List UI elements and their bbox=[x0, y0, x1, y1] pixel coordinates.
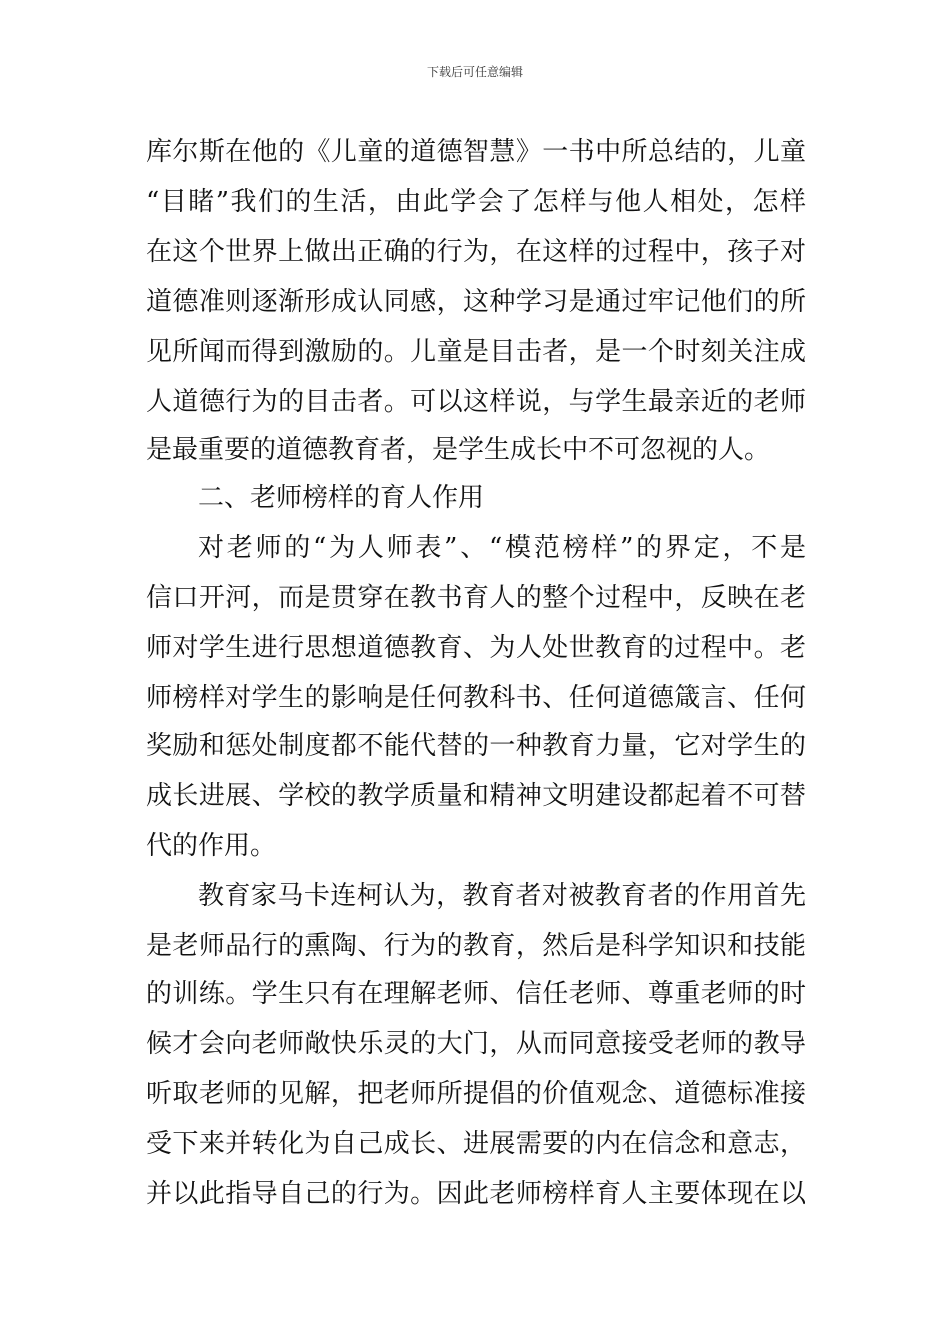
text-line: 见所闻而得到激励的。儿童是目击者，是一个时刻关注成 bbox=[146, 337, 806, 367]
text-line: 库尔斯在他的《儿童的道德智慧》一书中所总结的，儿童 bbox=[146, 137, 806, 167]
text-line: 是老师品行的熏陶、行为的教育，然后是科学知识和技能 bbox=[146, 931, 806, 961]
text-line: 是最重要的道德教育者，是学生成长中不可忽视的人。 bbox=[146, 435, 771, 465]
text-line: 对老师的“为人师表”、“模范榜样”的界定，不是 bbox=[198, 533, 806, 563]
text-line: 奖励和惩处制度都不能代替的一种教育力量，它对学生的 bbox=[146, 731, 806, 761]
section-heading: 二、老师榜样的育人作用 bbox=[198, 483, 485, 513]
text-line: 师榜样对学生的影响是任何教科书、任何道德箴言、任何 bbox=[146, 683, 806, 713]
page-header: 下载后可任意编辑 bbox=[426, 65, 523, 79]
text-line: 道德准则逐渐形成认同感，这种学习是通过牢记他们的所 bbox=[146, 287, 806, 317]
text-line: “目睹”我们的生活，由此学会了怎样与他人相处，怎样 bbox=[146, 187, 806, 217]
text-line: 师对学生进行思想道德教育、为人处世教育的过程中。老 bbox=[146, 633, 806, 663]
text-line: 受下来并转化为自己成长、进展需要的内在信念和意志， bbox=[146, 1129, 806, 1159]
text-line: 教育家马卡连柯认为，教育者对被教育者的作用首先 bbox=[198, 881, 806, 911]
text-line: 候才会向老师敞快乐灵的大门，从而同意接受老师的教导 bbox=[146, 1029, 806, 1059]
text-line: 在这个世界上做出正确的行为，在这样的过程中，孩子对 bbox=[146, 237, 806, 267]
text-line: 听取老师的见解，把老师所提倡的价值观念、道德标准接 bbox=[146, 1079, 806, 1109]
text-line: 信口开河，而是贯穿在教书育人的整个过程中，反映在老 bbox=[146, 583, 806, 613]
text-line: 人道德行为的目击者。可以这样说，与学生最亲近的老师 bbox=[146, 387, 806, 417]
text-line: 的训练。学生只有在理解老师、信任老师、尊重老师的时 bbox=[146, 979, 806, 1009]
text-line: 成长进展、学校的教学质量和精神文明建设都起着不可替 bbox=[146, 781, 806, 811]
text-line: 代的作用。 bbox=[146, 831, 277, 861]
text-line: 并以此指导自己的行为。因此老师榜样育人主要体现在以 bbox=[146, 1179, 806, 1209]
